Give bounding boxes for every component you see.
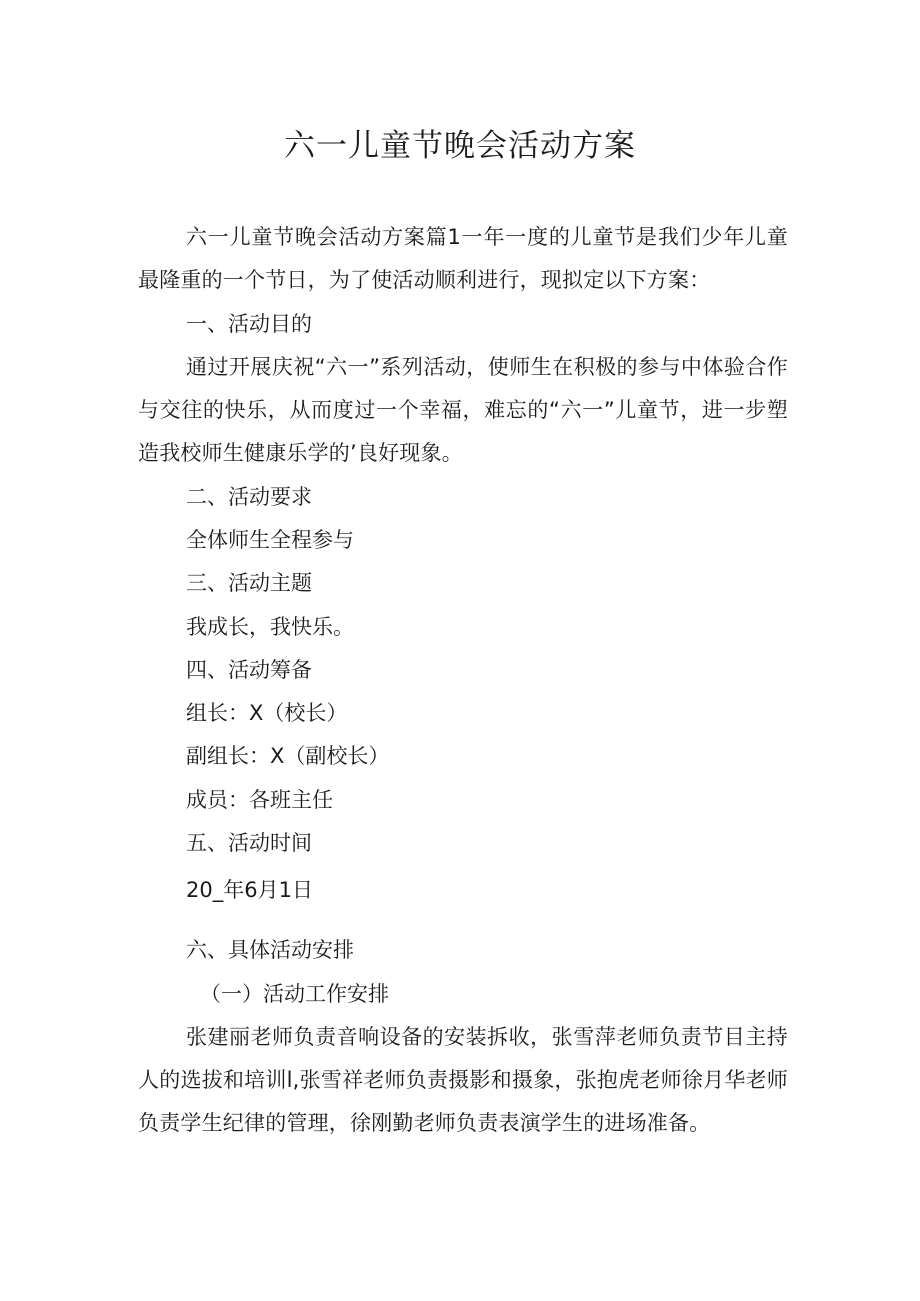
section-4-heading: 四、活动筹备: [186, 658, 312, 682]
intro-paragraph: 六一儿童节晚会活动方案篇1一年一度的儿童节是我们少年儿童最隆重的一个节日，为了使活动顺利进行，现拟定以下方案：: [138, 225, 788, 292]
section-3-heading: 三、活动主题: [186, 571, 312, 595]
section-1-heading: 一、活动目的: [186, 312, 312, 336]
section-4-deputy: 副组长：X（副校长）: [186, 744, 390, 768]
section-4-members: 成员：各班主任: [186, 788, 333, 812]
section-4-leader: 组长：X（校长）: [186, 701, 348, 725]
document-title: 六一儿童节晚会活动方案: [284, 128, 636, 164]
section-3-body: 我成长，我快乐。: [186, 615, 354, 639]
section-2-heading: 二、活动要求: [186, 485, 312, 509]
section-6-body: 张建丽老师负责音响设备的安装拆收，张雪萍老师负责节目主持人的选拔和培训l,张雪祥老师负责摄影和摄象，张抱虎老师徐月华老师负责学生纪律的管理，徐刚勤老师负责表演学生的进场准备。: [138, 1025, 788, 1135]
section-2-body: 全体师生全程参与: [186, 528, 354, 552]
section-6-subheading: （一）活动工作安排: [200, 982, 389, 1006]
section-6-heading: 六、具体活动安排: [186, 938, 354, 962]
section-5-body: 20_年6月1日: [186, 878, 313, 902]
section-1-body: 通过开展庆祝“六一”系列活动，使师生在积极的参与中体验合作与交往的快乐，从而度过一个幸福，难忘的“六一”儿童节，进一步塑造我校师生健康乐学的’良好现象。: [138, 355, 788, 465]
section-5-heading: 五、活动时间: [186, 831, 312, 855]
